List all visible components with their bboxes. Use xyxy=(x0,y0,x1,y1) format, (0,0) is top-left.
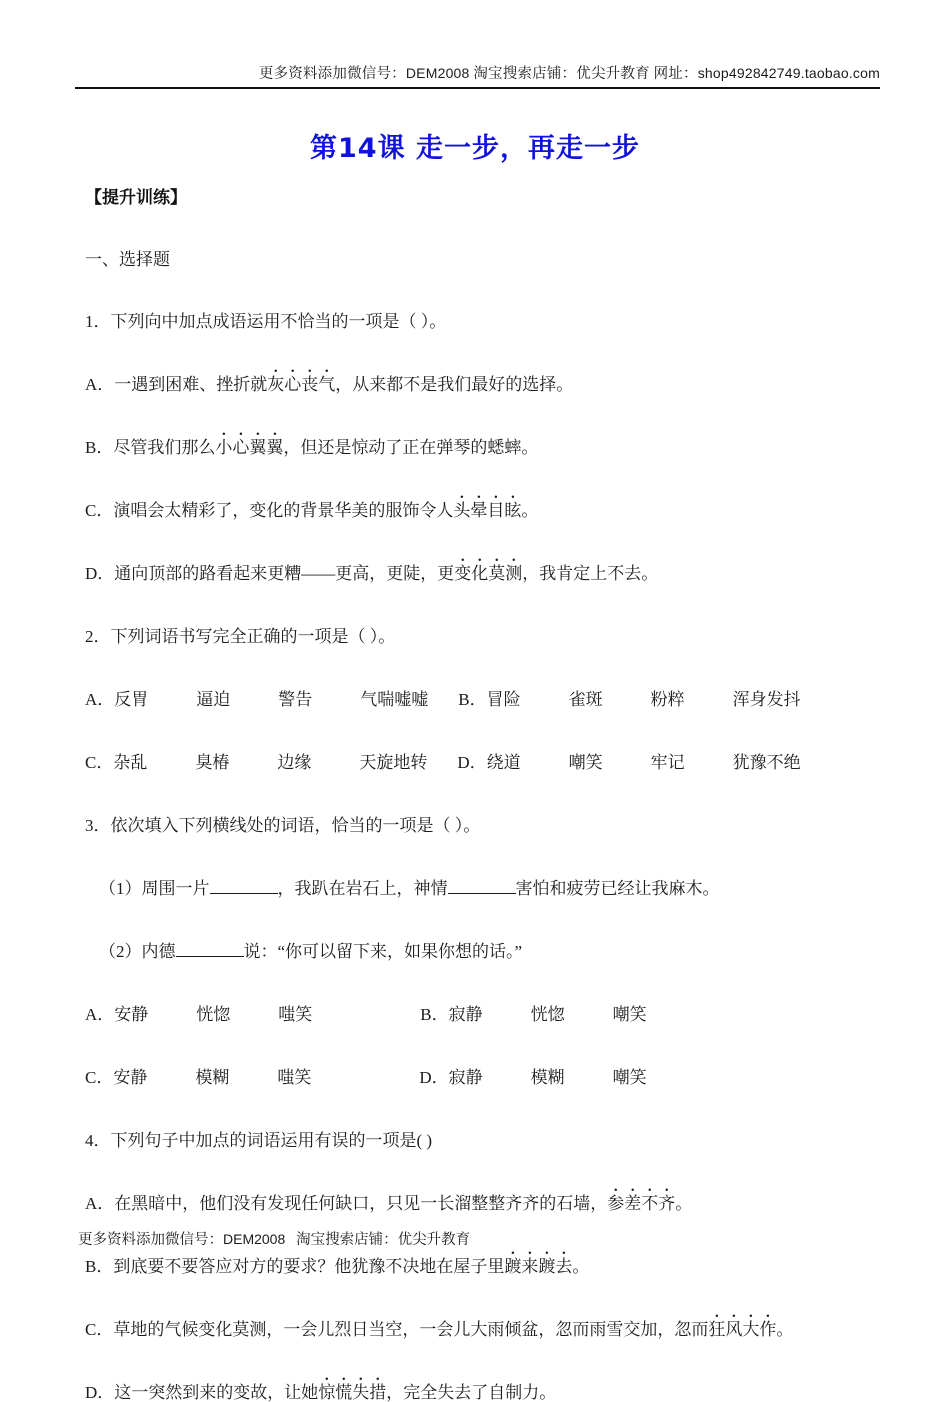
header-shop-name: 优尖升教育 xyxy=(576,66,650,82)
question-4-option-b[interactable] xyxy=(85,1258,885,1275)
question-1-option-d[interactable] xyxy=(85,565,885,582)
option-text-post: 。 xyxy=(776,1320,794,1339)
header-divider xyxy=(75,87,880,89)
option-text-pre: 演唱会太精彩了，变化的背景华美的服饰令人 xyxy=(113,501,454,520)
question-1-text: 下列向中加点成语运用不恰当的一项是（ ）。 xyxy=(110,312,447,331)
option-word: 嘲笑 xyxy=(612,1005,647,1024)
option-word: 嗤笑 xyxy=(278,1005,313,1024)
option-word: 警告 xyxy=(278,690,313,709)
emphasis-phrase: 变化莫测 xyxy=(454,564,523,583)
option-label: A． xyxy=(85,1194,115,1213)
option-label: A． xyxy=(85,690,115,709)
option-word: 恍惚 xyxy=(530,1005,565,1024)
question-1-option-a[interactable] xyxy=(85,376,885,393)
sentence-part-3: 害怕和疲劳已经让我麻木。 xyxy=(515,879,720,898)
section-subheading: 一、选择题 xyxy=(85,250,170,269)
option-word: 雀斑 xyxy=(568,690,603,709)
question-1-option-c[interactable] xyxy=(85,502,885,519)
question-3-stem xyxy=(85,817,885,834)
option-word: 逼迫 xyxy=(196,690,231,709)
emphasis-phrase: 灰心丧气 xyxy=(267,375,336,394)
question-4-option-a[interactable] xyxy=(85,1195,885,1212)
question-2-text: 下列词语书写完全正确的一项是（ ）。 xyxy=(110,627,396,646)
option-text-post: 。 xyxy=(572,1257,590,1276)
question-3-sentence-1 xyxy=(99,880,885,897)
option-text-post: ，我肯定上不去。 xyxy=(522,564,659,583)
option-label: C． xyxy=(85,501,114,520)
worksheet-content xyxy=(85,190,885,1401)
option-word: 犹豫不绝 xyxy=(732,753,801,772)
header-shop-label: 淘宝搜索店铺： xyxy=(473,66,577,82)
option-word: 安静 xyxy=(113,1068,148,1087)
option-word: 嘲笑 xyxy=(568,753,603,772)
option-word: 边缘 xyxy=(277,753,312,772)
option-label: D． xyxy=(85,564,115,583)
emphasis-phrase: 狂风大作 xyxy=(708,1320,777,1339)
option-word: 模糊 xyxy=(195,1068,230,1087)
option-text-pre: 到底要不要答应对方的要求？他犹豫不决地在屋子里 xyxy=(113,1257,505,1276)
sentence-marker: （2） xyxy=(99,942,142,961)
header-watermark xyxy=(75,62,880,83)
option-word: 寂静 xyxy=(448,1005,483,1024)
question-2-number: 2． xyxy=(85,627,111,646)
page-header xyxy=(75,62,880,97)
emphasis-phrase: 参差不齐 xyxy=(607,1194,676,1213)
question-3-text: 依次填入下列横线处的词语，恰当的一项是（ ）。 xyxy=(110,816,481,835)
option-label: B． xyxy=(85,438,114,457)
option-text-post: ，但还是惊动了正在弹琴的蟋蟀。 xyxy=(283,438,539,457)
header-url: shop492842749.taobao.com xyxy=(697,65,880,81)
question-4-text: 下列句子中加点的词语运用有误的一项是( ) xyxy=(110,1131,433,1150)
question-4-stem xyxy=(85,1132,885,1149)
question-4-option-c[interactable] xyxy=(85,1321,885,1338)
option-label: D． xyxy=(85,1383,115,1402)
emphasis-phrase: 头晕目眩 xyxy=(453,501,522,520)
option-word: 模糊 xyxy=(530,1068,565,1087)
question-3-number: 3． xyxy=(85,816,111,835)
option-text-pre: 这一突然到来的变故，让她 xyxy=(114,1383,319,1402)
header-watermark-prefix: 更多资料添加微信号： xyxy=(258,66,406,82)
option-word: 安静 xyxy=(114,1005,149,1024)
option-word: 天旋地转 xyxy=(359,753,428,772)
option-label: B． xyxy=(85,1257,114,1276)
option-text-post: 。 xyxy=(675,1194,693,1213)
fill-blank-1[interactable] xyxy=(210,893,278,894)
option-text-pre: 在黑暗中，他们没有发现任何缺口，只见一长溜整整齐齐的石墙， xyxy=(114,1194,608,1213)
option-word: 反胃 xyxy=(114,690,149,709)
sentence-part-2: ，我趴在岩石上，神情 xyxy=(277,879,448,898)
option-label: C． xyxy=(85,1068,114,1087)
question-2-options-row-1[interactable] xyxy=(85,691,885,708)
question-1-option-b[interactable] xyxy=(85,439,885,456)
fill-blank-3[interactable] xyxy=(176,956,244,957)
question-1-number: 1． xyxy=(85,312,111,331)
footer-prefix: 更多资料添加微信号： xyxy=(78,1232,223,1248)
question-3-options-row-2[interactable] xyxy=(85,1069,885,1086)
question-3-options-row-1[interactable] xyxy=(85,1006,885,1023)
option-word: 嗤笑 xyxy=(277,1068,312,1087)
option-word: 气喘嘘嘘 xyxy=(360,690,429,709)
footer-shop-label: 淘宝搜索店铺： xyxy=(296,1232,398,1248)
option-word: 牢记 xyxy=(650,753,685,772)
option-word: 臭椿 xyxy=(195,753,230,772)
option-text-post: ，从来都不是我们最好的选择。 xyxy=(335,375,574,394)
option-label: D． xyxy=(419,1068,449,1087)
sentence-part-1: 内德 xyxy=(141,942,176,961)
option-text-post: 。 xyxy=(521,501,539,520)
option-word: 寂静 xyxy=(448,1068,483,1087)
question-3-sentence-2 xyxy=(99,943,885,960)
option-word: 杂乱 xyxy=(113,753,148,772)
option-word: 粉粹 xyxy=(650,690,685,709)
sentence-part-1: 周围一片 xyxy=(141,879,210,898)
option-text-pre: 一遇到困难、挫折就 xyxy=(114,375,268,394)
option-text-post: ，完全失去了自制力。 xyxy=(386,1383,557,1402)
option-text-pre: 尽管我们那么 xyxy=(113,438,216,457)
option-text-pre: 通向顶部的路看起来更糟——更高，更陡，更 xyxy=(114,564,455,583)
option-label: B． xyxy=(420,1005,449,1024)
page-footer xyxy=(78,1228,470,1249)
option-word: 恍惚 xyxy=(196,1005,231,1024)
sentence-part-2: 说：“你可以留下来，如果你想的话。” xyxy=(243,942,523,961)
option-label: B． xyxy=(458,690,487,709)
option-label: C． xyxy=(85,1320,114,1339)
option-label: A． xyxy=(85,1005,115,1024)
emphasis-phrase: 惊慌失措 xyxy=(318,1383,387,1402)
header-wechat-id: DEM2008 xyxy=(405,65,470,81)
question-2-options-row-2[interactable] xyxy=(85,754,885,771)
question-1-stem xyxy=(85,313,885,330)
fill-blank-2[interactable] xyxy=(448,893,516,894)
question-2-stem xyxy=(85,628,885,645)
option-text-pre: 草地的气候变化莫测，一会儿烈日当空，一会儿大雨倾盆，忽而雨雪交加，忽而 xyxy=(113,1320,709,1339)
section-heading: 【提升训练】 xyxy=(85,188,187,208)
option-word: 冒险 xyxy=(486,690,521,709)
sentence-marker: （1） xyxy=(99,879,142,898)
question-4-number: 4． xyxy=(85,1131,111,1150)
option-word: 嘲笑 xyxy=(612,1068,647,1087)
question-4-option-d[interactable] xyxy=(85,1384,885,1401)
page-title: 第14课 走一步，再走一步 xyxy=(310,133,640,164)
emphasis-phrase: 踱来踱去 xyxy=(504,1257,573,1276)
option-label: A． xyxy=(85,375,115,394)
option-label: D． xyxy=(457,753,487,772)
option-word: 浑身发抖 xyxy=(732,690,801,709)
emphasis-phrase: 小心翼翼 xyxy=(215,438,284,457)
footer-shop-name: 优尖升教育 xyxy=(397,1232,471,1248)
header-url-label: 网址： xyxy=(653,66,698,82)
option-word: 绕道 xyxy=(486,753,521,772)
option-label: C． xyxy=(85,753,114,772)
footer-wechat-id: DEM2008 xyxy=(223,1231,286,1247)
